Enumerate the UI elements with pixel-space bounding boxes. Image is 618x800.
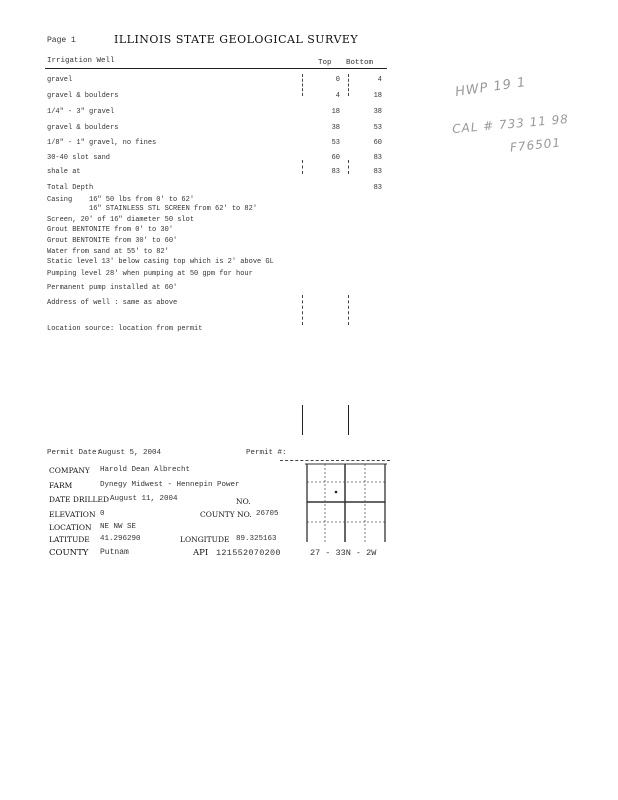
column-divider [302,295,303,325]
strata-bottom: 38 [373,108,382,116]
strata-top: 83 [331,168,340,176]
note-line: Grout BENTONITE from 0' to 30' [47,226,174,234]
strata-top: 18 [331,108,340,116]
strata-top: 53 [331,139,340,147]
permit-date-label: Permit Date: [47,449,102,457]
strata-description: gravel & boulders [47,92,119,100]
note-line: Casing 16" 50 lbs from 0' to 62' [47,196,195,204]
section-grid [305,462,387,544]
strata-description: gravel [47,76,73,84]
date-drilled-label: DATE DRILLED [49,495,109,504]
elevation-value: 0 [100,510,105,518]
well-location-marker [335,491,338,494]
note-line: Water from sand at 55' to 82' [47,248,169,256]
handwritten-note-3: F76501 [509,135,562,155]
header-rule [45,68,387,69]
strata-bottom: 83 [373,154,382,162]
strata-bottom: 83 [373,168,382,176]
api-value: 121552070200 [216,548,281,558]
column-divider [348,295,349,325]
elevation-label: ELEVATION [49,510,96,519]
strata-description: 1/4" - 3" gravel [47,108,115,116]
farm-value: Dynegy Midwest - Hennepin Power [100,481,240,489]
location-source-note: Location source: location from permit [47,325,203,333]
permit-date-value: August 5, 2004 [98,449,162,457]
column-divider [348,160,349,174]
handwritten-note-1: HWP 19 1 [454,75,528,100]
note-line: 16" STAINLESS STL SCREEN from 62' to 82' [47,205,258,213]
location-value: NE NW SE [100,523,137,531]
note-line: Screen, 20' of 16" diameter 50 slot [47,216,195,224]
permit-number-label: Permit #: [246,449,287,457]
county-number-label: COUNTY NO. [200,510,252,519]
column-divider [348,74,349,96]
township-range: 27 - 33N - 2W [310,548,377,558]
farm-label: FARM [49,481,73,490]
company-label: COMPANY [49,466,90,475]
latitude-label: LATITUDE [49,535,90,544]
date-drilled-value: August 11, 2004 [110,495,178,503]
longitude-label: LONGITUDE [180,535,230,544]
page-title: ILLINOIS STATE GEOLOGICAL SURVEY [114,33,359,46]
county-value: Putnam [100,548,129,557]
column-top-header: Top [318,59,332,67]
well-type: Irrigation Well [47,57,115,65]
longitude-value: 89.325163 [236,535,277,543]
strata-description: 30-40 slot sand [47,154,111,162]
handwritten-note-2: CAL # 733 11 98 [451,111,570,137]
strata-bottom: 4 [377,76,382,84]
permit-underline [280,460,390,461]
strata-bottom: 60 [373,139,382,147]
column-divider [348,405,349,435]
total-depth-label: Total Depth [47,184,94,192]
strata-description: gravel & boulders [47,124,119,132]
well-no-label: NO. [236,497,251,506]
strata-top: 38 [331,124,340,132]
note-line: Permanent pump installed at 60' [47,284,178,292]
strata-top: 4 [335,92,340,100]
note-line: Static level 13' below casing top which is 2' above GL [47,258,274,266]
company-value: Harold Dean Albrecht [100,466,191,474]
strata-top: 60 [331,154,340,162]
location-label: LOCATION [49,523,92,532]
strata-description: shale at [47,168,81,176]
column-divider [302,74,303,96]
api-label: API [193,548,209,558]
column-divider [302,405,303,435]
county-number-value: 26705 [256,510,279,518]
strata-bottom: 18 [373,92,382,100]
note-line: Grout BENTONITE from 30' to 60' [47,237,178,245]
latitude-value: 41.296290 [100,535,141,543]
strata-description: 1/8" - 1" gravel, no fines [47,139,157,147]
county-label: COUNTY [49,548,89,558]
column-bottom-header: Bottom [346,59,374,67]
strata-bottom: 53 [373,124,382,132]
strata-top: 0 [335,76,340,84]
total-depth-value: 83 [373,184,382,192]
column-divider [302,160,303,174]
note-line: Pumping level 28' when pumping at 50 gpm for hour [47,270,253,278]
address-note: Address of well : same as above [47,299,178,307]
page-number: Page 1 [47,36,76,45]
